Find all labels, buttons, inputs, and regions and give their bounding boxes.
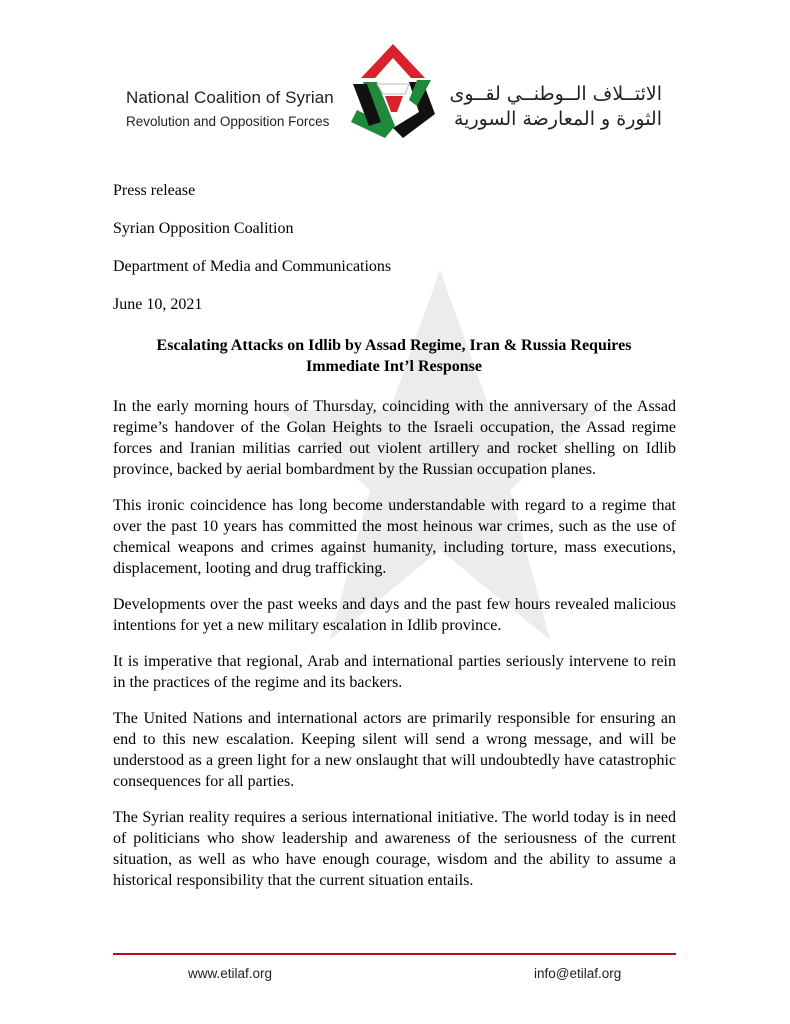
body-paragraph: In the early morning hours of Thursday, coinciding with the anniversary of the Assad regime’s handover of the Golan Heights to the Israeli occupation, the Assad regime forces and Iranian militias carried out violent artillery and rocket shelling on Idlib province, backed by aerial bombardment by the Russian occupation planes. [113,398,676,478]
org-name-arabic [450,82,662,132]
logo-red-band [361,44,425,78]
press-release-body [113,396,676,906]
logo-white-band [377,84,409,94]
coalition-star-logo [347,42,439,144]
org-name-english-line2: Revolution and Opposition Forces [126,114,330,129]
body-paragraph: Developments over the past weeks and days and the past few hours revealed malicious intentions for yet a new military escalation in Idlib province. [113,596,676,634]
title-line2: Immediate Int’l Response [306,358,482,375]
body-paragraph: It is imperative that regional, Arab and international parties seriously intervene to rein in the practices of the regime and its backers. [113,653,676,691]
org-name-english [126,88,334,134]
body-paragraph: The Syrian reality requires a serious international initiative. The world today is in need of politicians who show leadership and awareness of the seriousness of the current situation, as well as who have enough courage, wisdom and the ability to assume a historical responsibility that the current situation entails. [113,809,676,889]
body-paragraph: This ironic coincidence has long become understandable with regard to a regime that over the past 10 years has committed the most heinous war crimes, such as the use of chemical weapons and crimes against humanity, including torture, mass executions, displacement, looting and drug trafficking. [113,497,676,577]
title-line1: Escalating Attacks on Idlib by Assad Regime, Iran & Russia Requires [156,337,632,354]
org-name-arabic-line1: الائتــلاف الــوطنــي لقــوى [449,83,662,105]
footer-divider [113,953,676,955]
letterhead [0,0,790,150]
press-release-title [113,335,675,377]
doc-department: Department of Media and Communications [113,258,392,275]
doc-type: Press release [113,182,196,199]
doc-source: Syrian Opposition Coalition [113,220,294,237]
footer-email: info@etilaf.org [534,966,622,981]
footer-website: www.etilaf.org [188,966,273,981]
doc-date: June 10, 2021 [113,296,203,313]
body-paragraph: The United Nations and international actors are primarily responsible for ensuring an end to this new escalation. Keeping silent will send a wrong message, and will be understood as a green light for a new onslaught that will undoubtedly have catastrophic consequences for all parties. [113,710,676,790]
org-name-arabic-line2: الثورة و المعارضة السورية [453,108,662,130]
org-name-english-line1: National Coalition of Syrian [126,88,334,107]
